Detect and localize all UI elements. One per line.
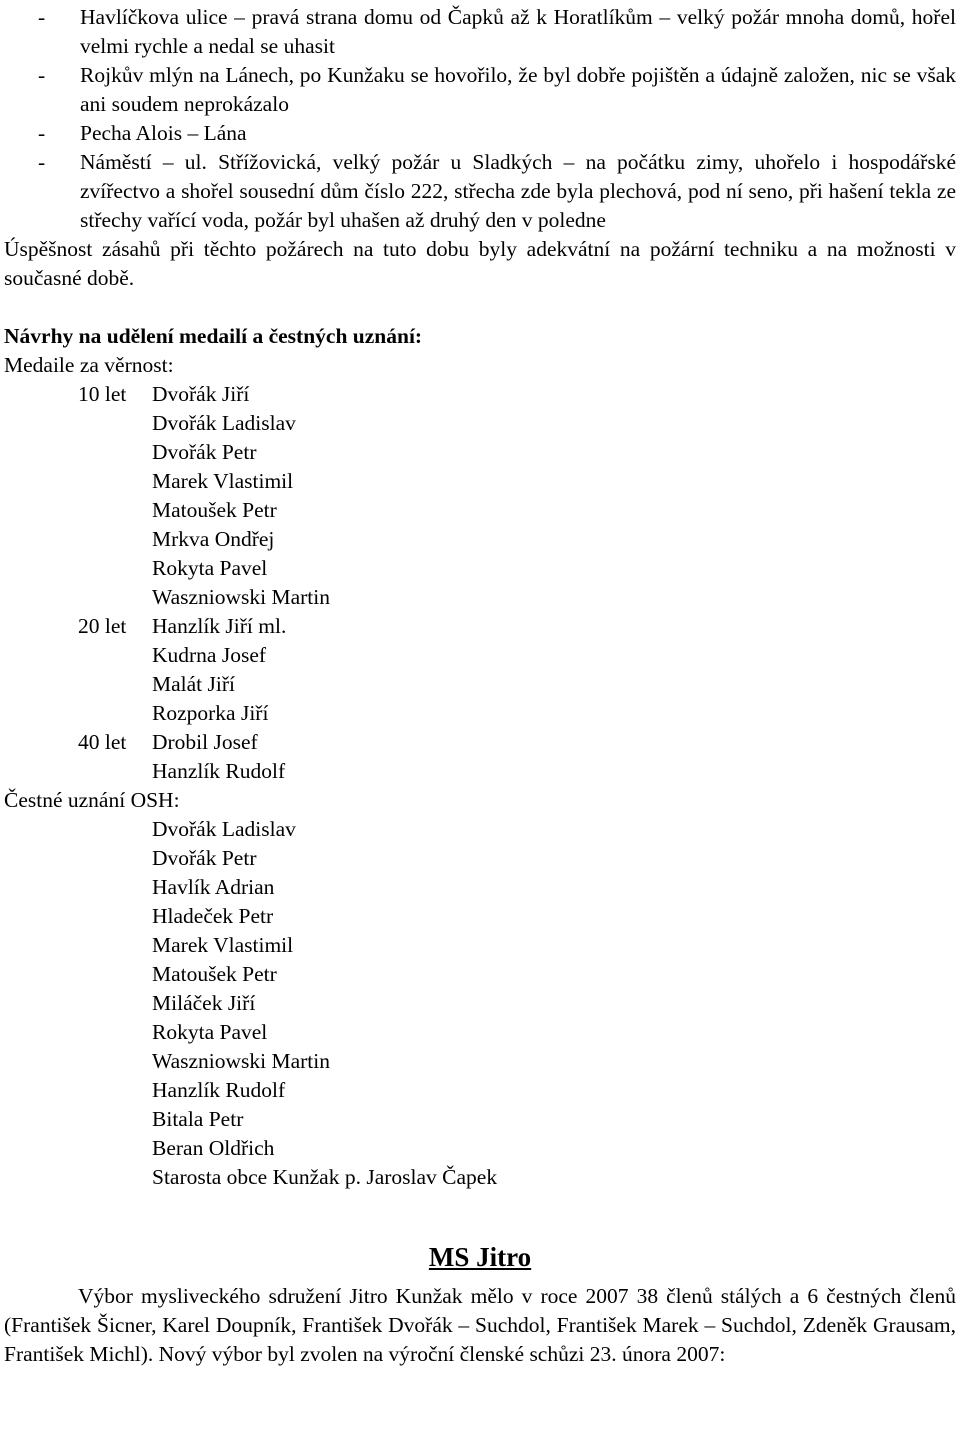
- list-item-text: Havlíčkova ulice – pravá strana domu od Čapků až k Horatlíkům – velký požár mnoha domů, hořel velmi rychle a nedal se uhasit: [80, 5, 956, 58]
- table-row: [4, 757, 956, 786]
- list-item: [4, 960, 956, 989]
- list-item: [4, 1047, 956, 1076]
- recipient-name: Hanzlík Rudolf: [152, 1078, 286, 1102]
- awards-heading: Návrhy na udělení medailí a čestných uznání:: [4, 324, 423, 348]
- document-page: [4, 3, 956, 1369]
- list-dash: -: [38, 5, 46, 29]
- list-item: [4, 1018, 956, 1047]
- table-row: [4, 699, 956, 728]
- list-item-text: Pecha Alois – Lána: [80, 121, 247, 145]
- ms-jitro-paragraph: Výbor mysliveckého sdružení Jitro Kunžak mělo v roce 2007 38 členů stálých a 6 čestných členů (František Šicner, Karel Doupník, František Dvořák – Suchdol, František Marek – Suchdol, Zdeněk Grausam, František Michl). Nový výbor byl zvolen na výroční členské schůzi 23. února 2007:: [4, 1284, 956, 1366]
- recipient-name: Bitala Petr: [152, 1107, 244, 1131]
- list-item: [4, 844, 956, 873]
- recipient-name: Dvořák Jiří: [152, 382, 250, 406]
- list-item-text: Náměstí – ul. Střížovická, velký požár u Sladkých – na počátku zimy, uhořelo i hospodářské zvířectvo a shořel sousední dům číslo 222, střecha zde byla plechová, pod ní seno, při hašení tekla ze střechy vařící voda, požár byl uhašen až druhý den v poledne: [80, 150, 956, 232]
- years-label: 20 let: [78, 614, 127, 638]
- table-row: [4, 496, 956, 525]
- list-item: [4, 815, 956, 844]
- list-item: [4, 148, 956, 235]
- recipient-name: Hanzlík Jiří ml.: [152, 614, 287, 638]
- recipient-name: Rokyta Pavel: [152, 556, 268, 580]
- recipient-name: Matoušek Petr: [152, 962, 277, 986]
- table-row: [4, 583, 956, 612]
- table-row: [4, 612, 956, 641]
- list-item: [4, 1105, 956, 1134]
- list-item: [4, 61, 956, 119]
- list-item: [4, 1076, 956, 1105]
- table-row: [4, 438, 956, 467]
- recipient-name: Malát Jiří: [152, 672, 235, 696]
- recipient-name: Waszniowski Martin: [152, 585, 331, 609]
- recipient-name: Hladeček Petr: [152, 904, 274, 928]
- table-row: [4, 554, 956, 583]
- recipient-name: Drobil Josef: [152, 730, 258, 754]
- section-title: MS Jitro: [428, 1242, 532, 1272]
- table-row: [4, 670, 956, 699]
- list-item-text: Rojkův mlýn na Lánech, po Kunžaku se hovořilo, že byl dobře pojištěn a údajně založen, nic se však ani soudem neprokázalo: [80, 63, 956, 116]
- recipient-name: Beran Oldřich: [152, 1136, 275, 1160]
- list-item: [4, 1163, 956, 1192]
- recipient-name: Dvořák Petr: [152, 440, 257, 464]
- recipient-name: Havlík Adrian: [152, 875, 275, 899]
- years-label: 40 let: [78, 730, 127, 754]
- recipient-name: Kudrna Josef: [152, 643, 267, 667]
- list-item: [4, 3, 956, 61]
- table-row: [4, 380, 956, 409]
- recipient-name: Starosta obce Kunžak p. Jaroslav Čapek: [152, 1165, 498, 1189]
- list-dash: -: [38, 150, 46, 174]
- list-item: [4, 1134, 956, 1163]
- fire-list: [4, 3, 956, 235]
- recipient-name: Mrkva Ondřej: [152, 527, 275, 551]
- list-item: [4, 989, 956, 1018]
- recipient-name: Marek Vlastimil: [152, 469, 294, 493]
- list-item: [4, 119, 956, 148]
- section-title-wrap: [4, 1232, 956, 1282]
- recipient-name: Hanzlík Rudolf: [152, 759, 286, 783]
- table-row: [4, 467, 956, 496]
- table-row: [4, 641, 956, 670]
- recipient-name: Matoušek Petr: [152, 498, 277, 522]
- recipient-name: Miláček Jiří: [152, 991, 256, 1015]
- list-dash: -: [38, 63, 46, 87]
- loyalty-medal-label: Medaile za věrnost:: [4, 353, 174, 377]
- list-dash: -: [38, 121, 46, 145]
- loyalty-medal-list: [4, 380, 956, 786]
- list-item: [4, 931, 956, 960]
- recipient-name: Dvořák Ladislav: [152, 817, 296, 841]
- success-paragraph: Úspěšnost zásahů při těchto požárech na tuto dobu byly adekvátní na požární techniku a na možnosti v současné době.: [4, 237, 956, 290]
- table-row: [4, 728, 956, 757]
- list-item: [4, 902, 956, 931]
- list-item: [4, 873, 956, 902]
- table-row: [4, 409, 956, 438]
- recipient-name: Rozporka Jiří: [152, 701, 269, 725]
- honor-award-label: Čestné uznání OSH:: [4, 788, 180, 812]
- table-row: [4, 525, 956, 554]
- recipient-name: Marek Vlastimil: [152, 933, 294, 957]
- years-label: 10 let: [78, 382, 127, 406]
- honor-award-list: [4, 815, 956, 1192]
- recipient-name: Rokyta Pavel: [152, 1020, 268, 1044]
- recipient-name: Waszniowski Martin: [152, 1049, 331, 1073]
- recipient-name: Dvořák Petr: [152, 846, 257, 870]
- recipient-name: Dvořák Ladislav: [152, 411, 296, 435]
